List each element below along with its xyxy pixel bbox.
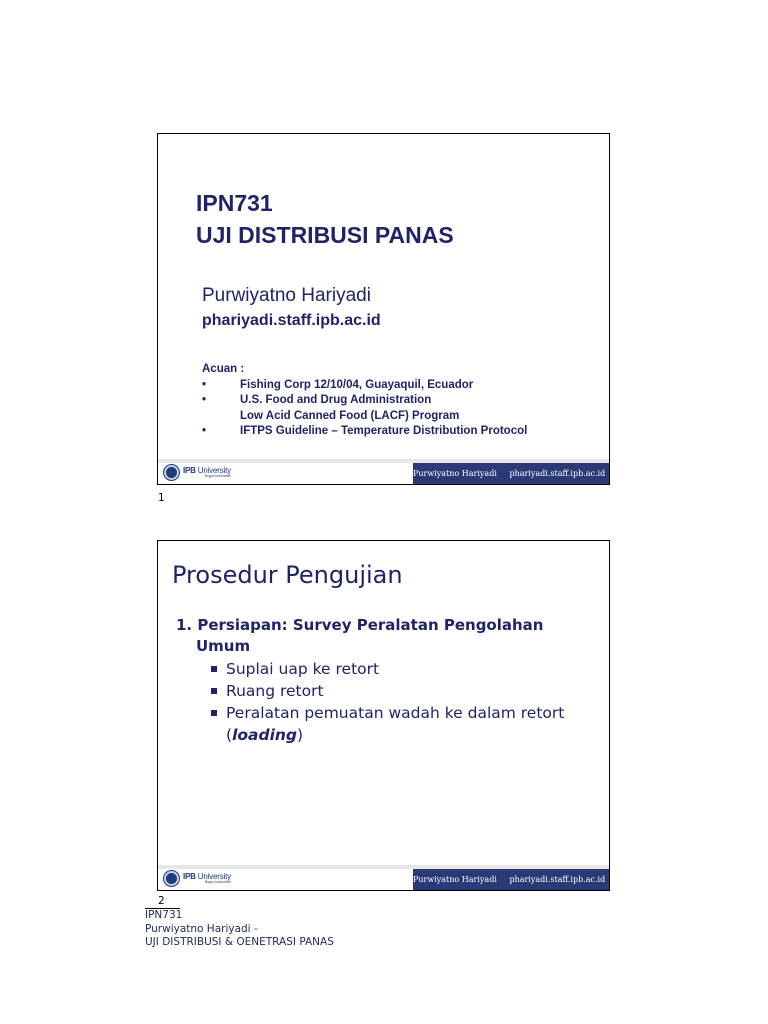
course-code: IPN731 bbox=[196, 190, 273, 216]
bullet-icon: • bbox=[202, 378, 207, 391]
sub-list bbox=[176, 658, 564, 746]
reference-item: • Fishing Corp 12/10/04, Guayaquil, Ecuador bbox=[202, 378, 527, 394]
slide-footer bbox=[158, 459, 609, 484]
bullet-icon: • bbox=[202, 394, 207, 406]
footer-site: phariyadi.staff.ipb.ac.id bbox=[509, 469, 606, 478]
ipb-seal-icon bbox=[164, 871, 179, 886]
slide-1 bbox=[157, 133, 610, 485]
footer-bar bbox=[413, 869, 609, 890]
notes-course-code: IPN731 bbox=[145, 909, 183, 921]
author-email: phariyadi.staff.ipb.ac.id bbox=[202, 312, 381, 329]
ipb-seal-icon bbox=[164, 465, 179, 480]
course-title: UJI DISTRIBUSI PANAS bbox=[196, 222, 454, 248]
footer-author: Purwiyatno Hariyadi bbox=[413, 875, 497, 884]
square-bullet-icon bbox=[211, 710, 217, 716]
slide-title bbox=[196, 187, 454, 251]
footer-author: Purwiyatno Hariyadi bbox=[413, 469, 497, 478]
bullet-icon: • bbox=[202, 425, 207, 437]
slide-2 bbox=[157, 540, 610, 891]
square-bullet-icon bbox=[211, 688, 217, 694]
reference-list bbox=[202, 362, 527, 440]
reference-heading: Acuan : bbox=[202, 363, 245, 375]
sub-item: Suplai uap ke retort bbox=[210, 658, 564, 680]
square-bullet-icon bbox=[211, 666, 217, 672]
sub-item: Peralatan pemuatan wadah ke dalam retort bbox=[210, 702, 564, 724]
slide-body bbox=[176, 615, 564, 746]
page-number: 2 bbox=[158, 895, 165, 907]
sub-item-continued: (loading) bbox=[226, 726, 304, 744]
reference-item-continued: Low Acid Canned Food (LACF) Program bbox=[240, 409, 460, 422]
ipb-university-logo: IPB University Bogor Indonesia bbox=[164, 871, 231, 886]
page-number: 1 bbox=[158, 492, 165, 504]
reference-item: • U.S. Food and Drug Administration bbox=[202, 393, 527, 409]
author-name: Purwiyatno Hariyadi bbox=[202, 285, 371, 306]
reference-item: • IFTPS Guideline – Temperature Distribution Protocol bbox=[202, 424, 527, 440]
footer-bar bbox=[413, 463, 609, 484]
notes-author: Purwiyatno Hariyadi - bbox=[145, 922, 258, 935]
ipb-university-logo: IPB University Bogor Indonesia bbox=[164, 465, 231, 480]
footer-site: phariyadi.staff.ipb.ac.id bbox=[509, 875, 606, 884]
slide-title: Prosedur Pengujian bbox=[172, 561, 403, 589]
page-notes bbox=[145, 909, 334, 950]
notes-title: UJI DISTRIBUSI & OENETRASI PANAS bbox=[145, 936, 334, 948]
numbered-item: 1. Persiapan: Survey Peralatan Pengolahan Umum bbox=[176, 616, 544, 655]
sub-item: Ruang retort bbox=[210, 680, 564, 702]
slide-footer bbox=[158, 865, 609, 890]
